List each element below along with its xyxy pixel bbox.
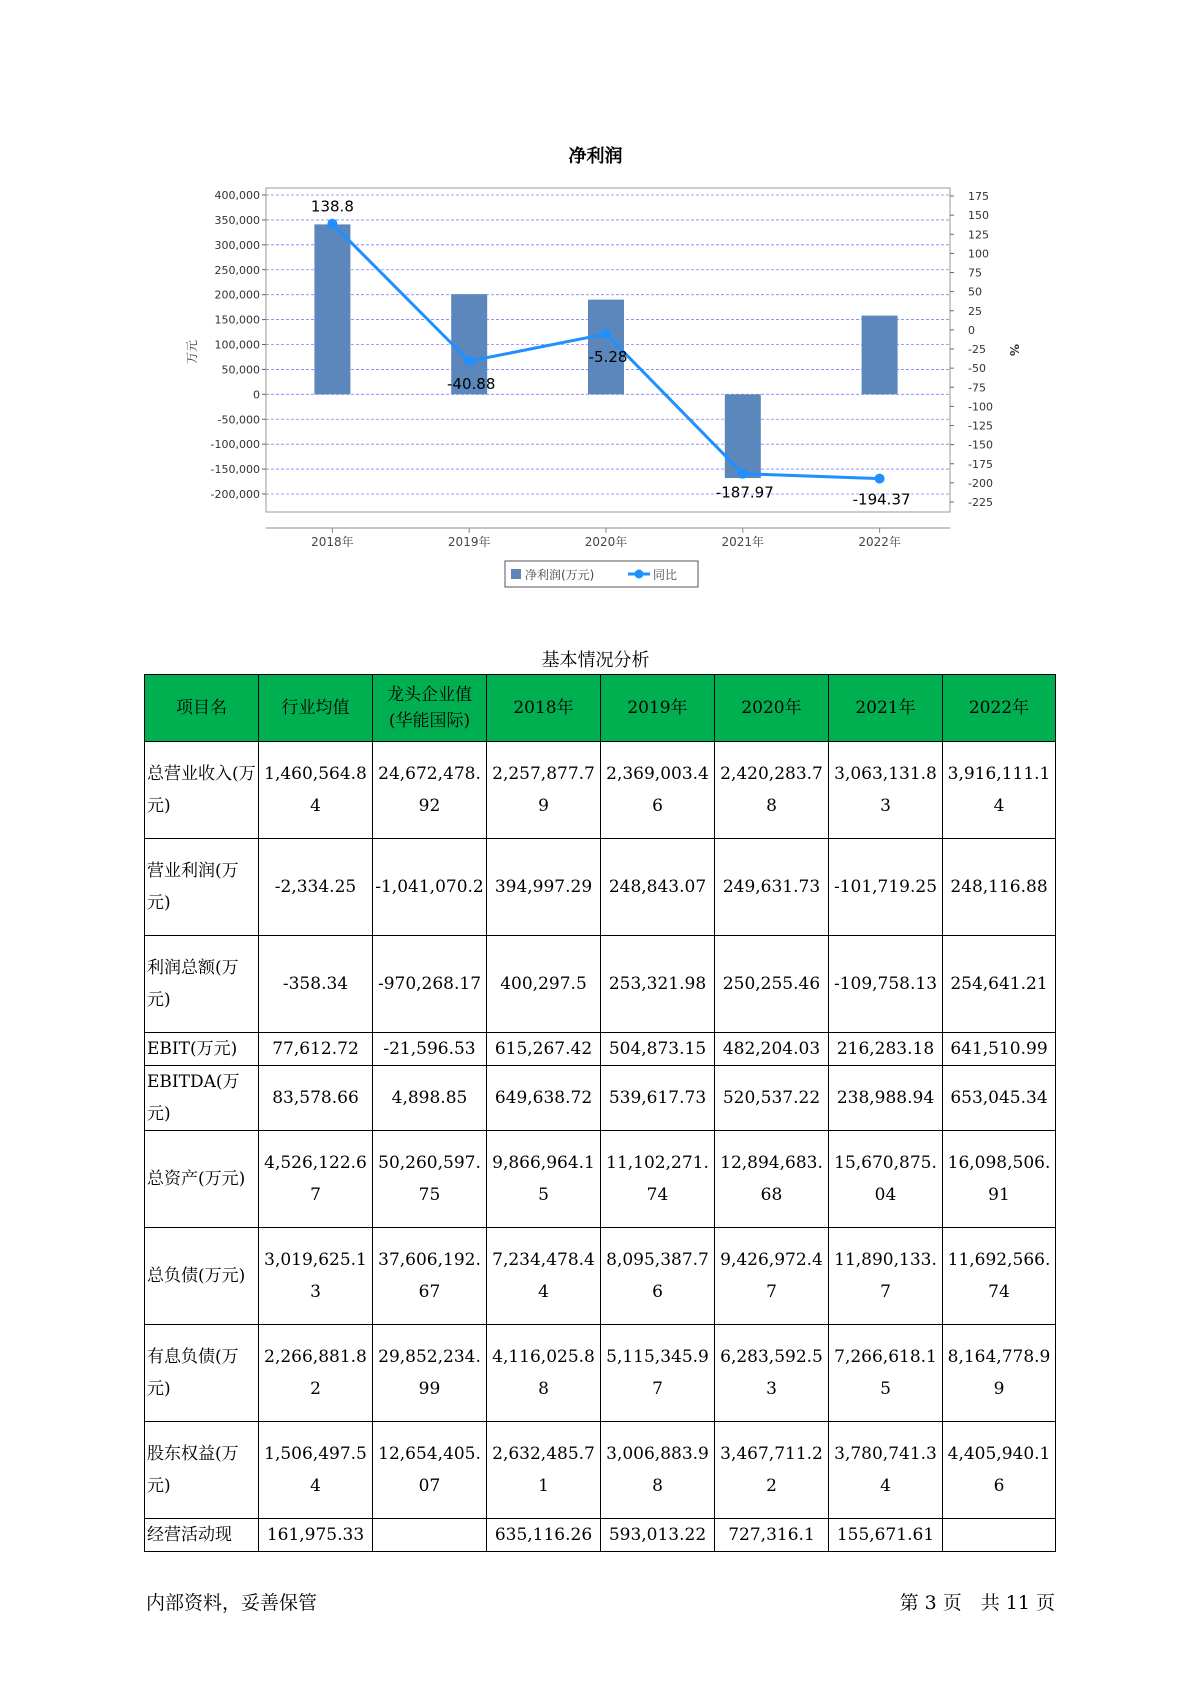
table-cell: 12,894,683.68 bbox=[715, 1131, 829, 1228]
table-cell: 161,975.33 bbox=[259, 1519, 373, 1552]
table-cell: -101,719.25 bbox=[829, 839, 943, 936]
table-header-cell: 龙头企业值 (华能国际) bbox=[373, 675, 487, 742]
table-cell: 16,098,506.91 bbox=[943, 1131, 1056, 1228]
row-label-cell: EBIT(万元) bbox=[145, 1033, 259, 1066]
table-cell: 37,606,192.67 bbox=[373, 1228, 487, 1325]
row-label-cell: 经营活动现 bbox=[145, 1519, 259, 1552]
yoy-point bbox=[601, 329, 611, 339]
table-cell: 12,654,405.07 bbox=[373, 1422, 487, 1519]
chart-legend bbox=[505, 561, 698, 587]
table-cell: 4,405,940.16 bbox=[943, 1422, 1056, 1519]
table-cell: 4,898.85 bbox=[373, 1066, 487, 1131]
y-tick-label: 150,000 bbox=[214, 313, 260, 327]
table-cell: 635,116.26 bbox=[487, 1519, 601, 1552]
table-row bbox=[145, 1519, 1056, 1552]
table-cell: 2,420,283.78 bbox=[715, 742, 829, 839]
y-tick-label: -100,000 bbox=[210, 438, 260, 452]
chart-data-labels bbox=[311, 198, 911, 509]
y-tick-label: 200,000 bbox=[214, 288, 260, 302]
y2-tick-label: 175 bbox=[968, 190, 989, 203]
table-cell: 8,164,778.99 bbox=[943, 1325, 1056, 1422]
y-tick-label: -50,000 bbox=[217, 413, 260, 427]
bar bbox=[314, 224, 350, 394]
y2-tick-label: 50 bbox=[968, 285, 982, 299]
table-cell: 11,692,566.74 bbox=[943, 1228, 1056, 1325]
table-body bbox=[145, 742, 1056, 1552]
table-cell: 3,780,741.34 bbox=[829, 1422, 943, 1519]
table-cell: 2,369,003.46 bbox=[601, 742, 715, 839]
row-label-cell: 有息负债(万元) bbox=[145, 1325, 259, 1422]
row-label-cell: 总资产(万元) bbox=[145, 1131, 259, 1228]
table-header-cell: 2018年 bbox=[487, 675, 601, 742]
y-tick-label: 0 bbox=[253, 388, 260, 402]
legend-swatch-bar bbox=[511, 569, 521, 579]
table-header-cell: 行业均值 bbox=[259, 675, 373, 742]
y2-tick-label: 150 bbox=[968, 209, 989, 223]
table-cell: 400,297.5 bbox=[487, 936, 601, 1033]
table-cell bbox=[943, 1519, 1056, 1552]
bar bbox=[862, 316, 898, 395]
y2-tick-label: -50 bbox=[968, 362, 986, 376]
y2-tick-label: -150 bbox=[968, 438, 993, 452]
table-cell: 77,612.72 bbox=[259, 1033, 373, 1066]
table-cell: 539,617.73 bbox=[601, 1066, 715, 1131]
basic-analysis-table bbox=[144, 674, 1056, 1552]
y-tick-label: 250,000 bbox=[214, 263, 260, 277]
footer-page-number: 第 3 页 共 11 页 bbox=[899, 1592, 1055, 1614]
row-label-cell: 总负债(万元) bbox=[145, 1228, 259, 1325]
data-label: -40.88 bbox=[447, 375, 496, 394]
table-cell: 504,873.15 bbox=[601, 1033, 715, 1066]
table-cell: 11,102,271.74 bbox=[601, 1131, 715, 1228]
table-cell: -109,758.13 bbox=[829, 936, 943, 1033]
table-cell: 6,283,592.53 bbox=[715, 1325, 829, 1422]
table-cell: 5,115,345.97 bbox=[601, 1325, 715, 1422]
x-tick-label: 2018年 bbox=[311, 535, 354, 549]
table-cell: -21,596.53 bbox=[373, 1033, 487, 1066]
table-row bbox=[145, 839, 1056, 936]
bar bbox=[725, 394, 761, 478]
table-row bbox=[145, 742, 1056, 839]
row-label-cell: 营业利润(万元) bbox=[145, 839, 259, 936]
x-tick-label: 2021年 bbox=[721, 535, 765, 549]
table-cell: 155,671.61 bbox=[829, 1519, 943, 1552]
yoy-point bbox=[875, 474, 885, 484]
y-tick-label: -200,000 bbox=[210, 488, 260, 501]
table-cell: 7,266,618.15 bbox=[829, 1325, 943, 1422]
y-axis-label: 万元 bbox=[185, 339, 199, 365]
y-tick-label: 100,000 bbox=[214, 338, 260, 352]
y-tick-label: 350,000 bbox=[214, 213, 260, 227]
footer-confidential-note: 内部资料，妥善保管 bbox=[146, 1592, 318, 1614]
table-row bbox=[145, 1131, 1056, 1228]
x-tick-label: 2022年 bbox=[858, 535, 901, 549]
x-tick-label: 2020年 bbox=[584, 535, 628, 549]
table-header-cell: 2022年 bbox=[943, 675, 1056, 742]
table-cell: 3,019,625.13 bbox=[259, 1228, 373, 1325]
y2-tick-label: -75 bbox=[968, 381, 986, 395]
table-row bbox=[145, 1033, 1056, 1066]
row-label-cell: 总营业收入(万元) bbox=[145, 742, 259, 839]
table-cell: 2,266,881.82 bbox=[259, 1325, 373, 1422]
legend-label-line: 同比 bbox=[653, 568, 678, 582]
table-header-cell: 2019年 bbox=[601, 675, 715, 742]
table-cell: -1,041,070.2 bbox=[373, 839, 487, 936]
y-tick-label: 400,000 bbox=[214, 189, 260, 202]
y2-tick-label: 75 bbox=[968, 266, 982, 280]
table-cell: -2,334.25 bbox=[259, 839, 373, 936]
y2-axis-label: % bbox=[1007, 343, 1021, 357]
y2-tick-label: -175 bbox=[968, 457, 993, 471]
table-cell: 254,641.21 bbox=[943, 936, 1056, 1033]
table-cell: 248,116.88 bbox=[943, 839, 1056, 936]
net-profit-chart bbox=[0, 0, 1191, 600]
table-cell: 727,316.1 bbox=[715, 1519, 829, 1552]
table-cell: -970,268.17 bbox=[373, 936, 487, 1033]
table-header-cell: 2020年 bbox=[715, 675, 829, 742]
table-cell: 593,013.22 bbox=[601, 1519, 715, 1552]
table-cell: 3,467,711.22 bbox=[715, 1422, 829, 1519]
table-cell: 4,116,025.88 bbox=[487, 1325, 601, 1422]
legend-marker bbox=[635, 570, 644, 579]
table-cell: 253,321.98 bbox=[601, 936, 715, 1033]
table-cell: 4,526,122.67 bbox=[259, 1131, 373, 1228]
table-row bbox=[145, 1066, 1056, 1131]
table-cell: 8,095,387.76 bbox=[601, 1228, 715, 1325]
table-cell: 1,506,497.54 bbox=[259, 1422, 373, 1519]
table-header-row bbox=[145, 675, 1056, 742]
table-cell: 216,283.18 bbox=[829, 1033, 943, 1066]
table-cell: 15,670,875.04 bbox=[829, 1131, 943, 1228]
y-tick-label: 300,000 bbox=[214, 238, 260, 252]
chart-title: 净利润 bbox=[568, 146, 623, 167]
table-cell: 249,631.73 bbox=[715, 839, 829, 936]
table-cell: 394,997.29 bbox=[487, 839, 601, 936]
y2-tick-label: -25 bbox=[968, 343, 986, 356]
table-cell: 238,988.94 bbox=[829, 1066, 943, 1131]
data-label: 138.8 bbox=[310, 197, 354, 216]
table-cell: 520,537.22 bbox=[715, 1066, 829, 1131]
table-row bbox=[145, 1422, 1056, 1519]
table-cell: 9,866,964.15 bbox=[487, 1131, 601, 1228]
y2-tick-label: -225 bbox=[968, 496, 993, 509]
table-cell: 3,006,883.98 bbox=[601, 1422, 715, 1519]
table-cell: 9,426,972.47 bbox=[715, 1228, 829, 1325]
table-cell: 83,578.66 bbox=[259, 1066, 373, 1131]
row-label-cell: 利润总额(万元) bbox=[145, 936, 259, 1033]
table-cell: 24,672,478.92 bbox=[373, 742, 487, 839]
table-cell: 250,255.46 bbox=[715, 936, 829, 1033]
row-label-cell: EBITDA(万元) bbox=[145, 1066, 259, 1131]
table-row bbox=[145, 1325, 1056, 1422]
table-cell: 653,045.34 bbox=[943, 1066, 1056, 1131]
x-tick-label: 2019年 bbox=[447, 535, 491, 549]
table-row bbox=[145, 1228, 1056, 1325]
y-tick-label: -150,000 bbox=[210, 463, 260, 477]
table-cell: 2,632,485.71 bbox=[487, 1422, 601, 1519]
table-cell: 2,257,877.79 bbox=[487, 742, 601, 839]
y2-tick-label: 125 bbox=[968, 228, 989, 242]
data-label: -5.28 bbox=[588, 347, 628, 366]
yoy-point bbox=[738, 469, 748, 479]
table-cell: 11,890,133.7 bbox=[829, 1228, 943, 1325]
y2-tick-label: 100 bbox=[968, 247, 989, 261]
y2-tick-label: 25 bbox=[968, 304, 982, 318]
data-label: -187.97 bbox=[715, 483, 774, 502]
data-label: -194.37 bbox=[852, 490, 911, 509]
table-cell: 50,260,597.75 bbox=[373, 1131, 487, 1228]
table-cell: 3,063,131.83 bbox=[829, 742, 943, 839]
yoy-point bbox=[327, 219, 337, 229]
y2-tick-label: -100 bbox=[968, 400, 993, 414]
table-row bbox=[145, 936, 1056, 1033]
table-header-cell: 项目名 bbox=[145, 675, 259, 742]
y-tick-label: 50,000 bbox=[221, 363, 260, 377]
table-header-cell: 2021年 bbox=[829, 675, 943, 742]
table-cell: 29,852,234.99 bbox=[373, 1325, 487, 1422]
table-cell: 641,510.99 bbox=[943, 1033, 1056, 1066]
y2-tick-label: 0 bbox=[968, 323, 975, 337]
row-label-cell: 股东权益(万元) bbox=[145, 1422, 259, 1519]
table-cell: 649,638.72 bbox=[487, 1066, 601, 1131]
table-cell: 615,267.42 bbox=[487, 1033, 601, 1066]
table-cell: 1,460,564.84 bbox=[259, 742, 373, 839]
yoy-point bbox=[464, 356, 474, 366]
table-cell: 482,204.03 bbox=[715, 1033, 829, 1066]
table-cell bbox=[373, 1519, 487, 1552]
table-caption: 基本情况分析 bbox=[541, 650, 650, 671]
y2-tick-label: -200 bbox=[968, 476, 993, 490]
table-cell: -358.34 bbox=[259, 936, 373, 1033]
table-cell: 7,234,478.44 bbox=[487, 1228, 601, 1325]
legend-label-bar: 净利润(万元) bbox=[525, 568, 595, 582]
table-cell: 3,916,111.14 bbox=[943, 742, 1056, 839]
y2-tick-label: -125 bbox=[968, 419, 993, 433]
table-cell: 248,843.07 bbox=[601, 839, 715, 936]
